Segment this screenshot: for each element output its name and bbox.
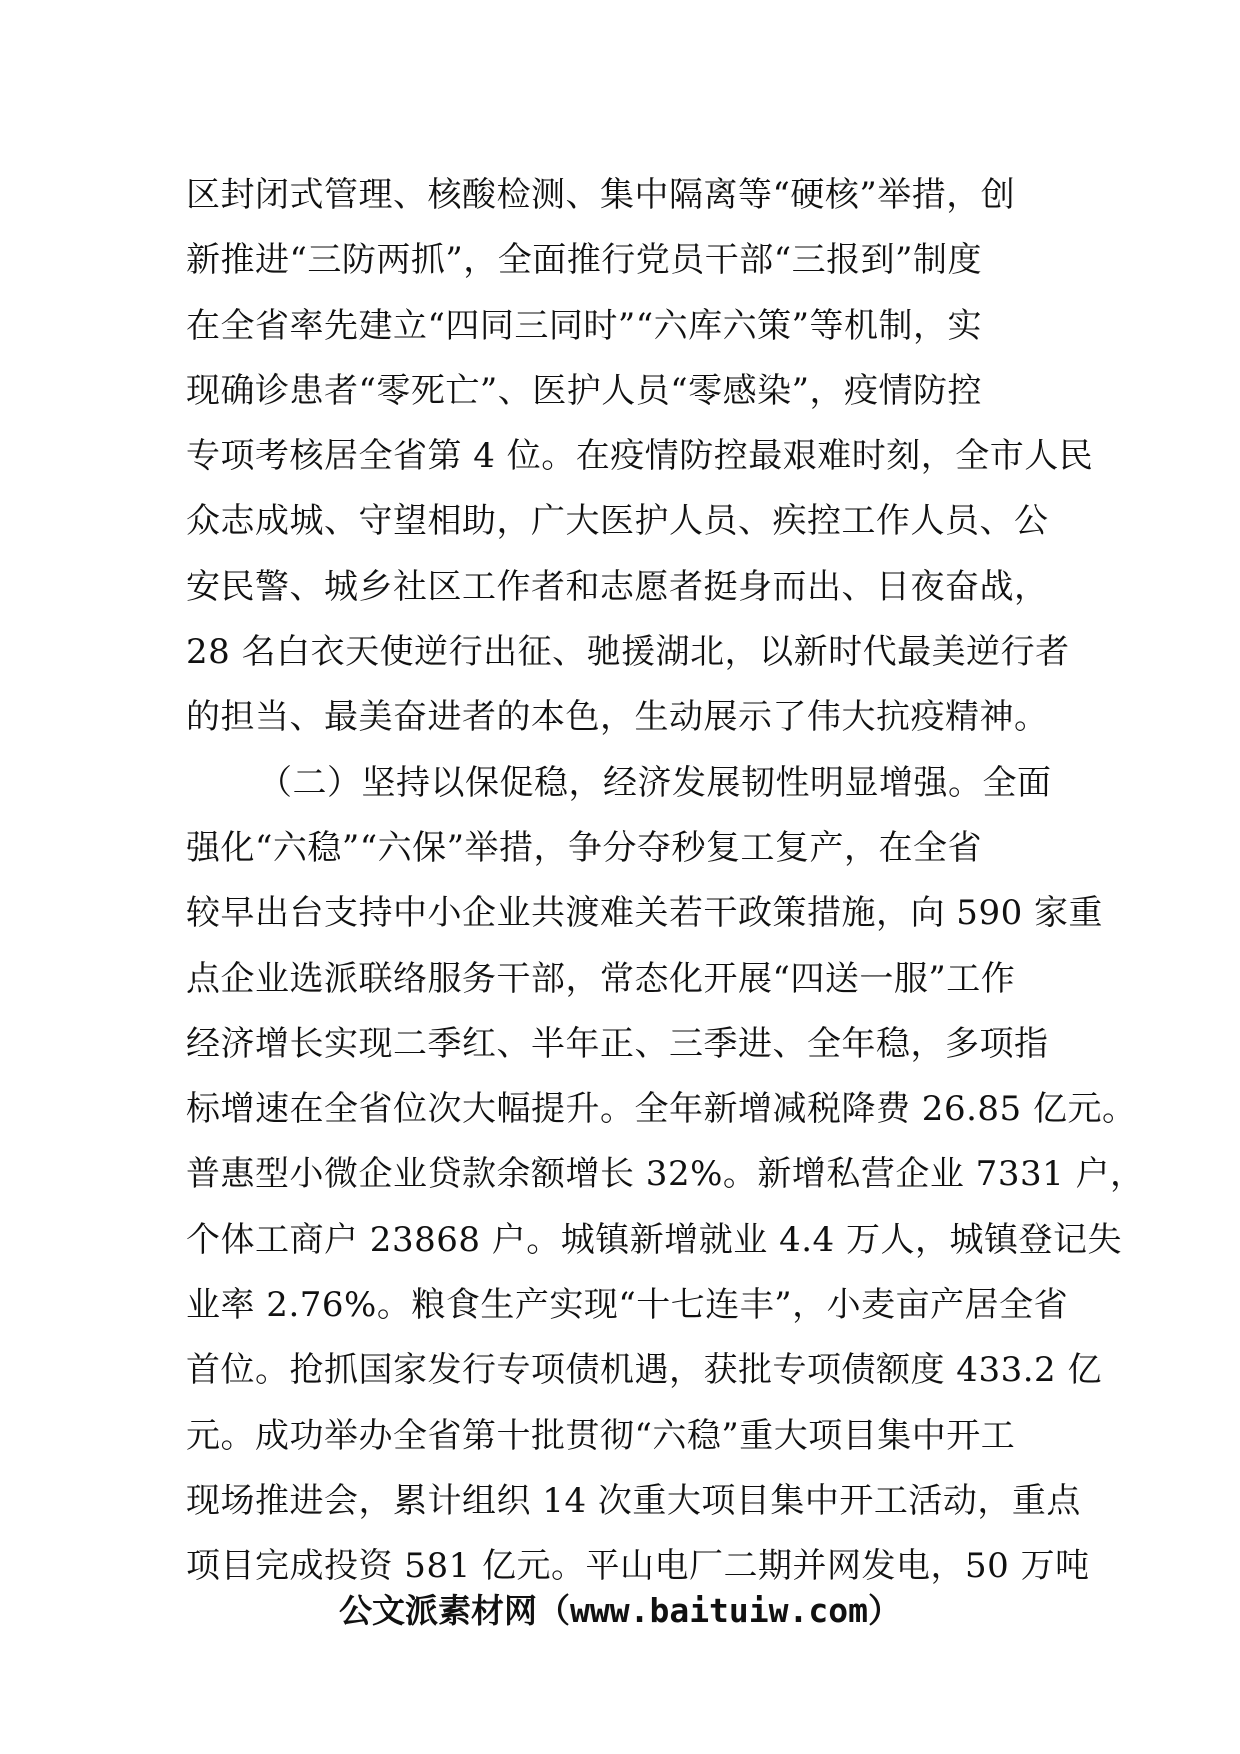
text-line: 区封闭式管理、核酸检测、集中隔离等“硬核”举措，创 <box>186 175 1016 215</box>
document-body <box>186 163 1145 1600</box>
text-line: 专项考核居全省第 4 位。在疫情防控最艰难时刻，全市人民 <box>186 436 1094 477</box>
text-line: 项目完成投资 581 亿元。平山电厂二期并网发电，50 万吨 <box>186 1546 1090 1587</box>
text-line: 众志成城、守望相助，广大医护人员、疾控工作人员、公 <box>186 501 1049 542</box>
footer-site-name: 公文派素材网 <box>338 1591 537 1630</box>
text-line: 现场推进会，累计组织 14 次重大项目集中开工活动，重点 <box>186 1480 1081 1521</box>
section-heading-line: （二）坚持以保促稳，经济发展韧性明显增强。全面 <box>258 762 1052 803</box>
text-line: 首位。抢抓国家发行专项债机遇，获批专项债额度 433.2 亿 <box>186 1350 1102 1391</box>
text-line: 现确诊患者“零死亡”、医护人员“零感染”，疫情防控 <box>186 370 983 411</box>
text-line: 在全省率先建立“四同三同时”“六库六策”等机制，实 <box>186 305 983 346</box>
text-line: 元。成功举办全省第十批贯彻“六稳”重大项目集中开工 <box>186 1415 1016 1456</box>
text-line: 较早出台支持中小企业共渡难关若干政策措施，向 590 家重 <box>186 893 1104 934</box>
text-line: 安民警、城乡社区工作者和志愿者挺身而出、日夜奋战， <box>186 566 1049 607</box>
text-line: 个体工商户 23868 户。城镇新增就业 4.4 万人，城镇登记失 <box>186 1219 1122 1260</box>
text-line: 新推进“三防两抓”，全面推行党员干部“三报到”制度 <box>186 240 983 281</box>
text-line: 标增速在全省位次大幅提升。全年新增减税降费 26.85 亿元。 <box>186 1089 1137 1130</box>
page-footer <box>0 1586 1240 1636</box>
text-line: 28 名白衣天使逆行出征、驰援湖北，以新时代最美逆行者 <box>186 632 1070 673</box>
text-line: 经济增长实现二季红、半年正、三季进、全年稳，多项指 <box>186 1023 1049 1064</box>
text-line: 普惠型小微企业贷款余额增长 32%。新增私营企业 7331 户， <box>186 1154 1145 1195</box>
text-line: 业率 2.76%。粮食生产实现“十七连丰”，小麦亩产居全省 <box>186 1285 1069 1326</box>
text-line: 点企业选派联络服务干部，常态化开展“四送一服”工作 <box>186 958 1016 999</box>
footer-url[interactable]: （www.baituiw.com） <box>536 1591 901 1630</box>
text-line: 的担当、最美奋进者的本色，生动展示了伟大抗疫精神。 <box>186 697 1049 738</box>
text-line: 强化“六稳”“六保”举措，争分夺秒复工复产，在全省 <box>186 827 983 868</box>
